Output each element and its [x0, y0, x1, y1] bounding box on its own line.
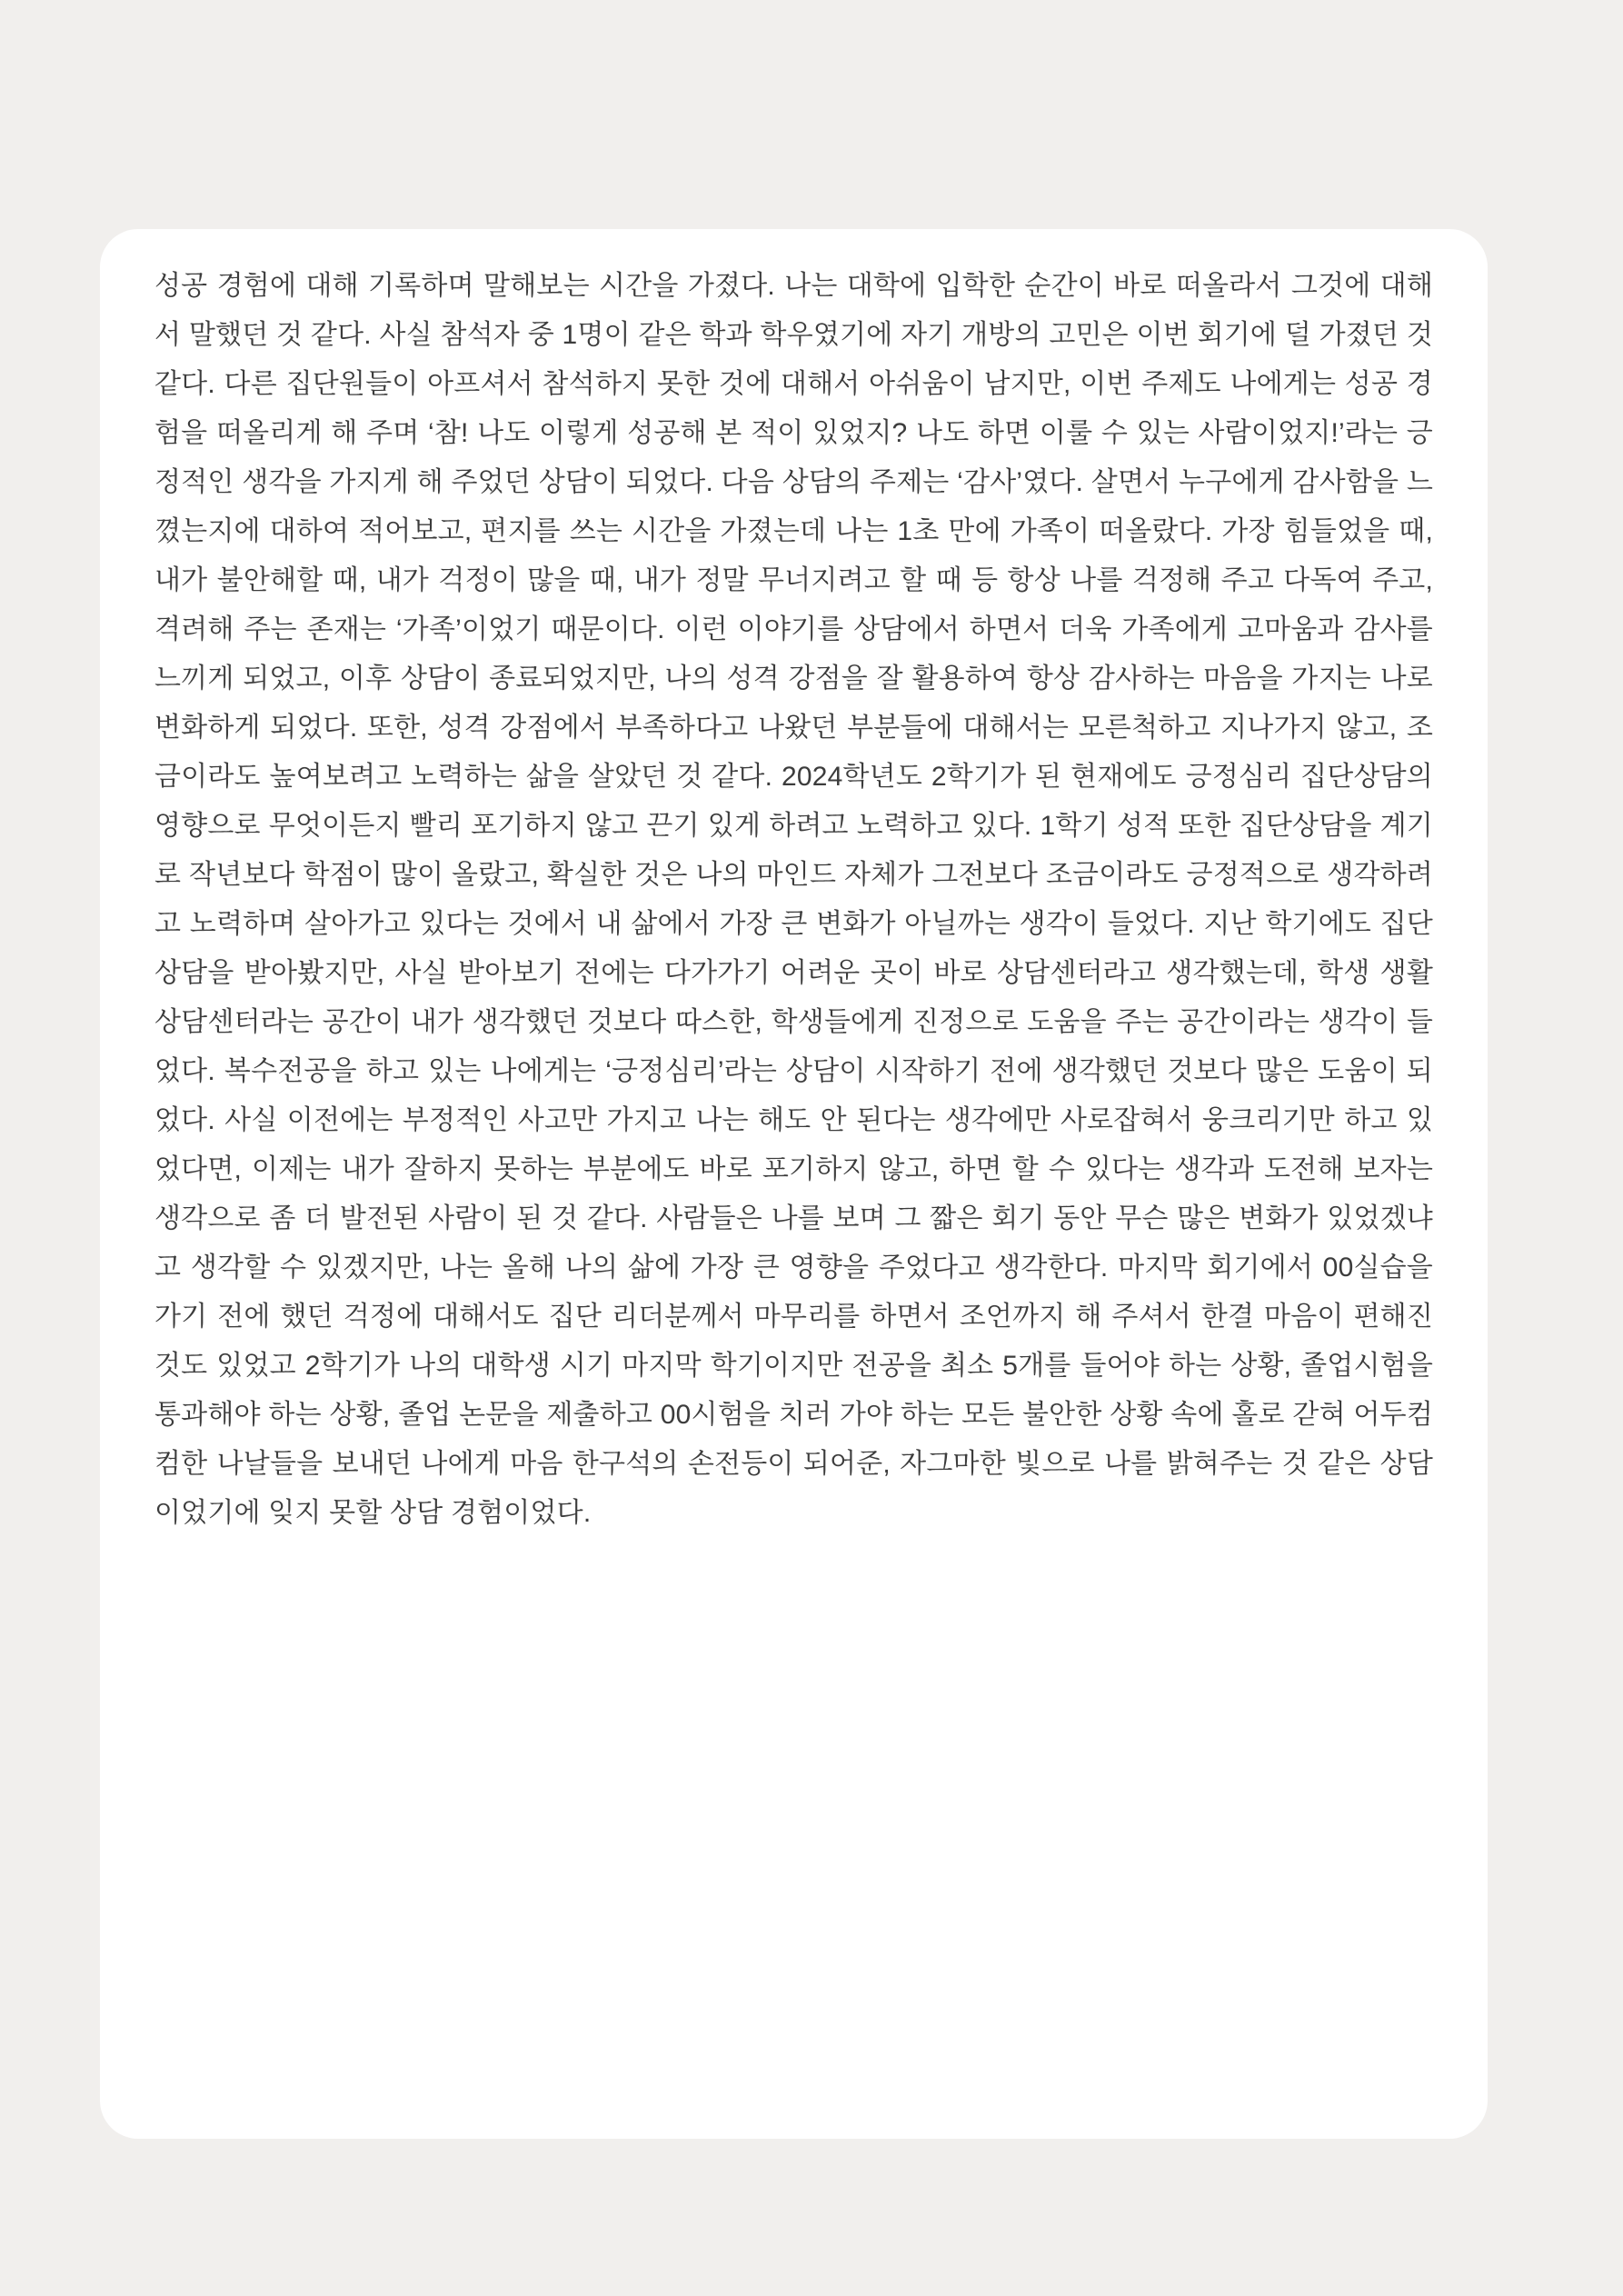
- document-card-content: [100, 229, 1488, 1592]
- document-card: [100, 229, 1488, 2139]
- essay-paragraph: 성공 경험에 대해 기록하며 말해보는 시간을 가졌다. 나는 대학에 입학한 순간이 바로 떠올라서 그것에 대해서 말했던 것 같다. 사실 참석자 중 1명이 같은 학과 학우였기에 자기 개방의 고민은 이번 회기에 덜 가졌던 것 같다. 다른 집단원들이 아프셔서 참석하지 못한 것에 대해서 아쉬움이 남지만, 이번 주제도 나에게는 성공 경험을 떠올리게 해 주며 ‘참! 나도 이렇게 성공해 본 적이 있었지? 나도 하면 이룰 수 있는 사람이었지!’라는 긍정적인 생각을 가지게 해 주었던 상담이 되었다. 다음 상담의 주제는 ‘감사’였다. 살면서 누구에게 감사함을 느꼈는지에 대하여 적어보고, 편지를 쓰는 시간을 가졌는데 나는 1초 만에 가족이 떠올랐다. 가장 힘들었을 때, 내가 불안해할 때, 내가 걱정이 많을 때, 내가 정말 무너지려고 할 때 등 항상 나를 걱정해 주고 다독여 주고, 격려해 주는 존재는 ‘가족’이었기 때문이다. 이런 이야기를 상담에서 하면서 더욱 가족에게 고마움과 감사를 느끼게 되었고, 이후 상담이 종료되었지만, 나의 성격 강점을 잘 활용하여 항상 감사하는 마음을 가지는 나로 변화하게 되었다. 또한, 성격 강점에서 부족하다고 나왔던 부분들에 대해서는 모른척하고 지나가지 않고, 조금이라도 높여보려고 노력하는 삶을 살았던 것 같다. 2024학년도 2학기가 된 현재에도 긍정심리 집단상담의 영향으로 무엇이든지 빨리 포기하지 않고 끈기 있게 하려고 노력하고 있다. 1학기 성적 또한 집단상담을 계기로 작년보다 학점이 많이 올랐고, 확실한 것은 나의 마인드 자체가 그전보다 조금이라도 긍정적으로 생각하려고 노력하며 살아가고 있다는 것에서 내 삶에서 가장 큰 변화가 아닐까는 생각이 들었다. 지난 학기에도 집단상담을 받아봤지만, 사실 받아보기 전에는 다가가기 어려운 곳이 바로 상담센터라고 생각했는데, 학생 생활 상담센터라는 공간이 내가 생각했던 것보다 따스한, 학생들에게 진정으로 도움을 주는 공간이라는 생각이 들었다. 복수전공을 하고 있는 나에게는 ‘긍정심리’라는 상담이 시작하기 전에 생각했던 것보다 많은 도움이 되었다. 사실 이전에는 부정적인 사고만 가지고 나는 해도 안 된다는 생각에만 사로잡혀서 웅크리기만 하고 있었다면, 이제는 내가 잘하지 못하는 부분에도 바로 포기하지 않고, 하면 할 수 있다는 생각과 도전해 보자는 생각으로 좀 더 발전된 사람이 된 것 같다. 사람들은 나를 보며 그 짧은 회기 동안 무슨 많은 변화가 있었겠냐고 생각할 수 있겠지만, 나는 올해 나의 삶에 가장 큰 영향을 주었다고 생각한다. 마지막 회기에서 00실습을 가기 전에 했던 걱정에 대해서도 집단 리더분께서 마무리를 하면서 조언까지 해 주셔서 한결 마음이 편해진 것도 있었고 2학기가 나의 대학생 시기 마지막 학기이지만 전공을 최소 5개를 들어야 하는 상황, 졸업시험을 통과해야 하는 상황, 졸업 논문을 제출하고 00시험을 치러 가야 하는 모든 불안한 상황 속에 홀로 갇혀 어두컴컴한 나날들을 보내던 나에게 마음 한구석의 손전등이 되어준, 자그마한 빛으로 나를 밝혀주는 것 같은 상담이었기에 잊지 못할 상담 경험이었다.: [154, 271, 1433, 1528]
